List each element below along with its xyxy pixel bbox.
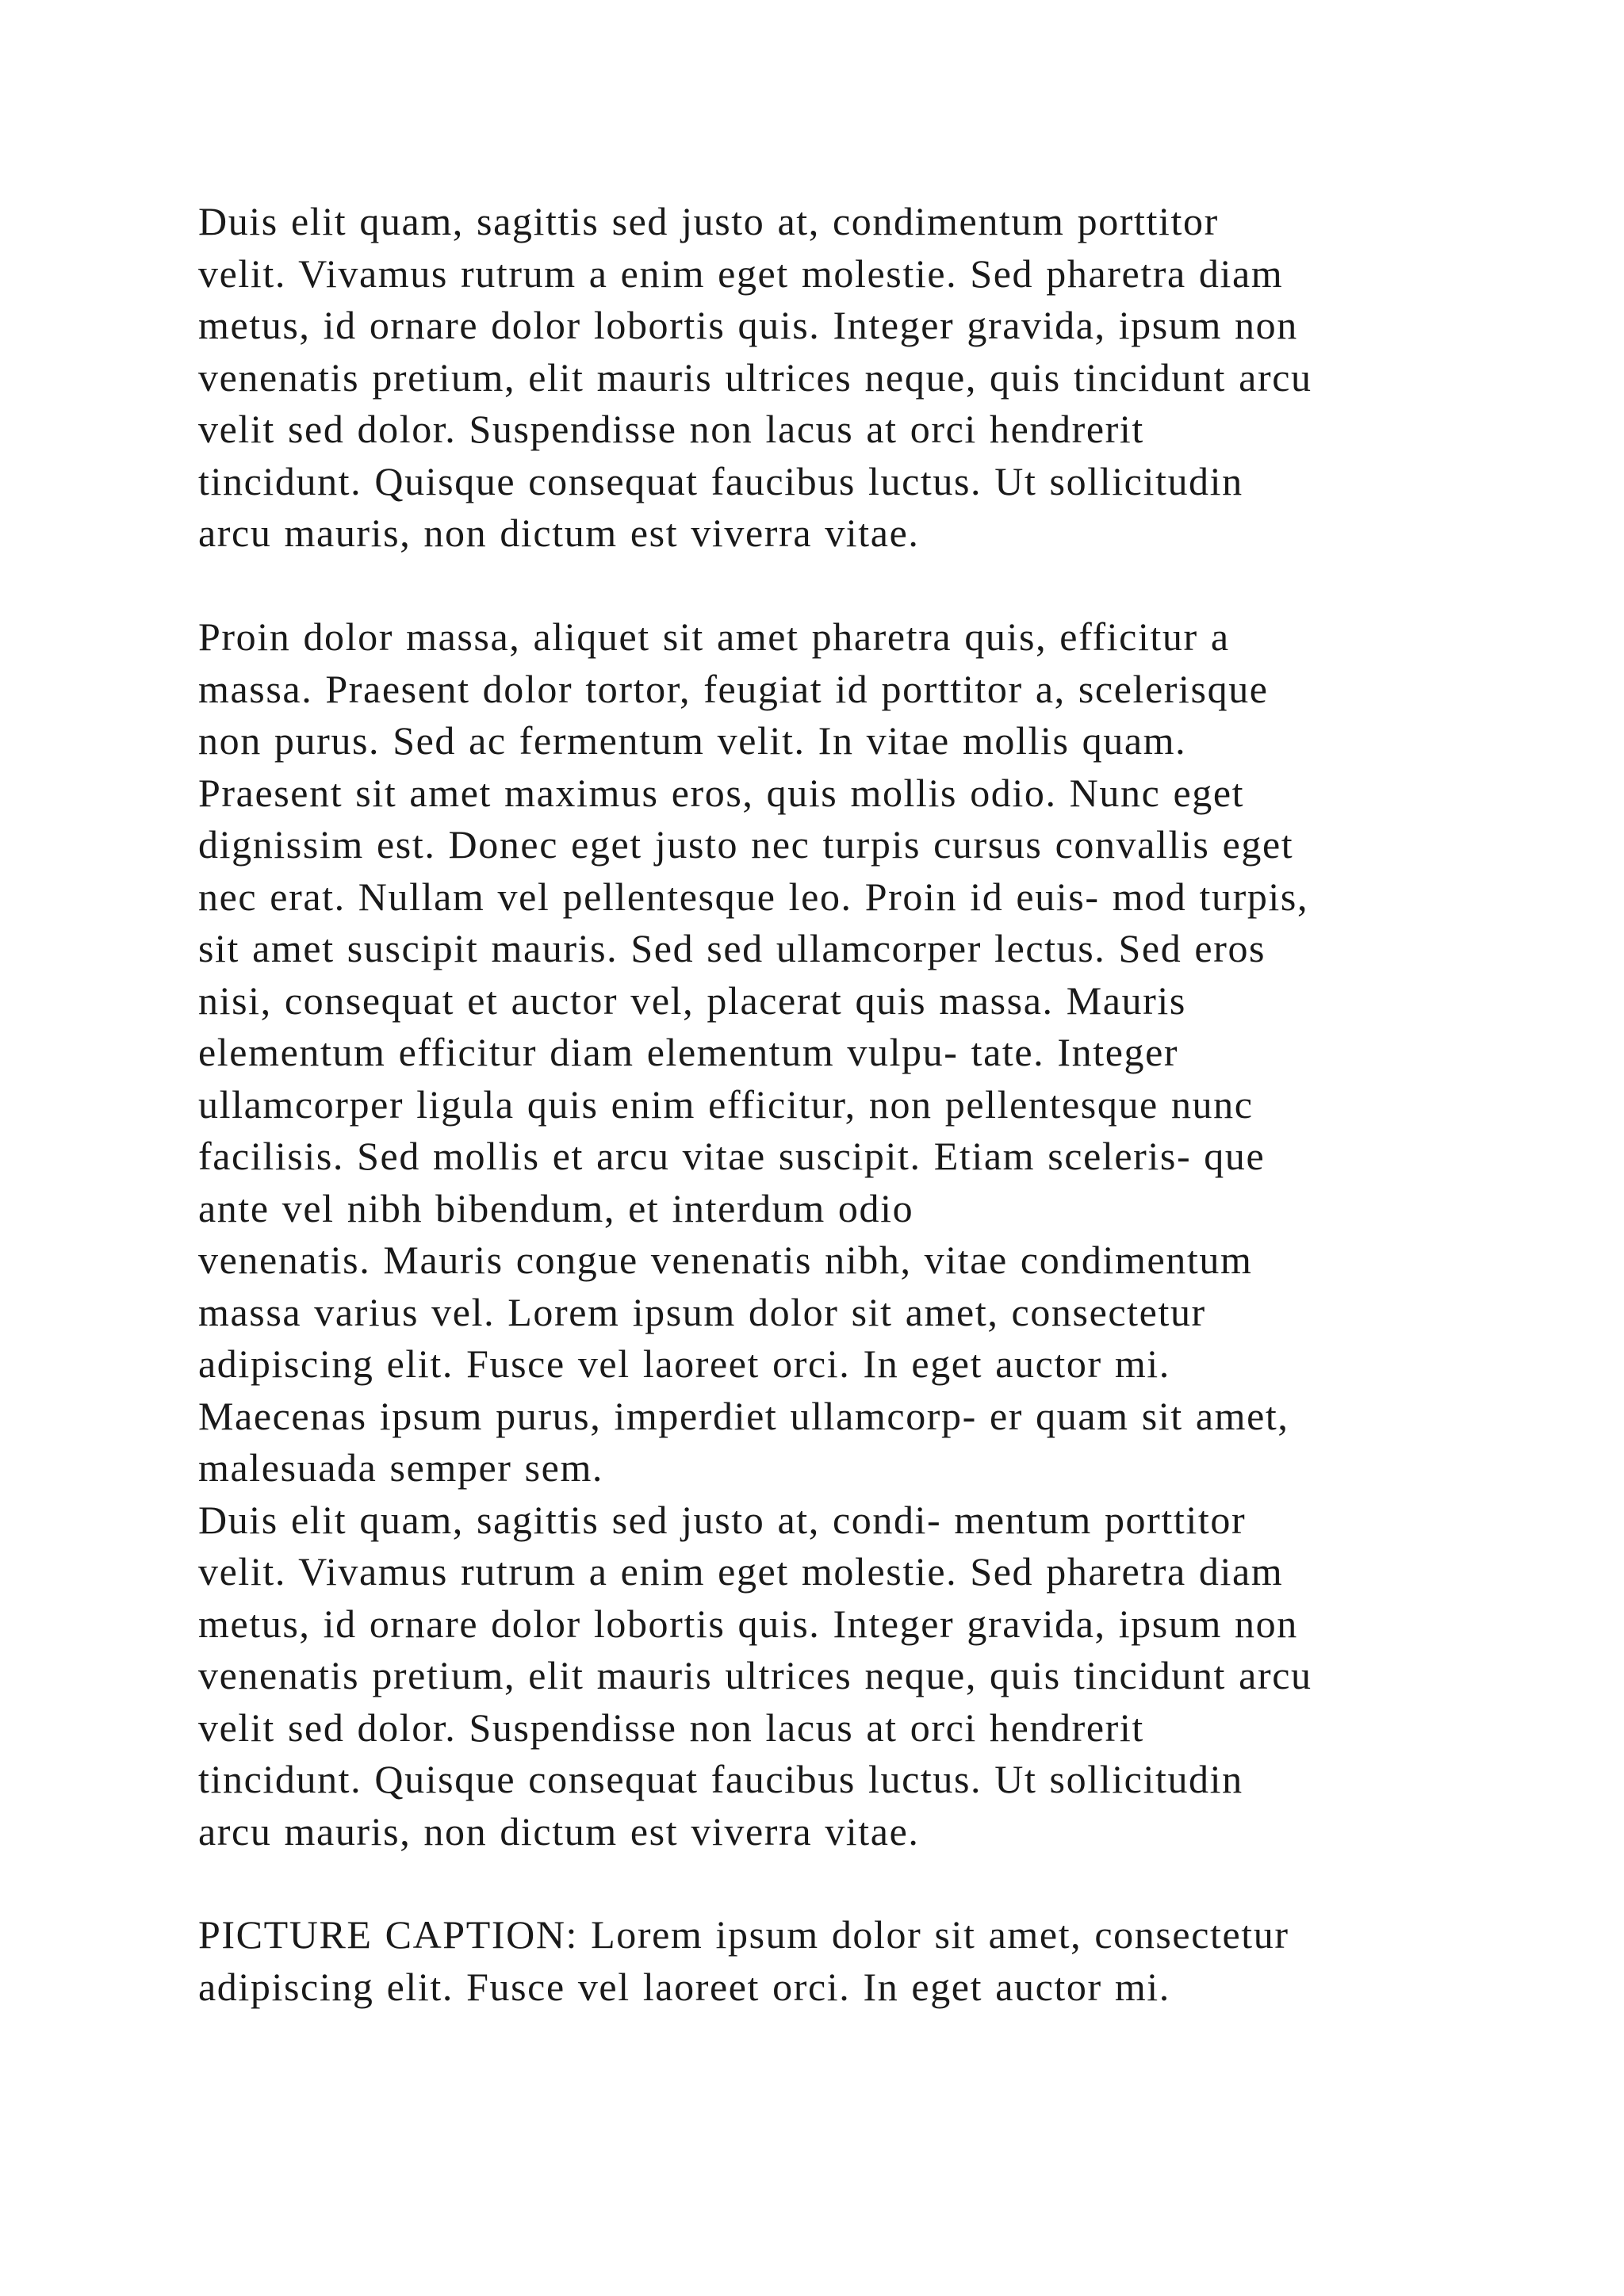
text-line: metus, id ornare dolor lobortis quis. Integer gravida, ipsum non bbox=[198, 1601, 1298, 1646]
text-line: arcu mauris, non dictum est viverra vitae. bbox=[198, 1808, 920, 1854]
text-line: dignissim est. Donec eget justo nec turpis cursus convallis eget bbox=[198, 822, 1294, 867]
text-line: velit. Vivamus rutrum a enim eget molestie. Sed pharetra diam bbox=[198, 251, 1284, 296]
text-line: velit sed dolor. Suspendisse non lacus at orci hendrerit bbox=[198, 1705, 1144, 1750]
text-line: elementum efficitur diam elementum vulpu- tate. Integer bbox=[198, 1030, 1179, 1074]
text-line: non purus. Sed ac fermentum velit. In vitae mollis quam. bbox=[198, 718, 1187, 763]
text-line: massa varius vel. Lorem ipsum dolor sit amet, consectetur bbox=[198, 1289, 1206, 1334]
text-line: ullamcorper ligula quis enim efficitur, non pellentesque nunc bbox=[198, 1081, 1254, 1127]
text-line: nec erat. Nullam vel pellentesque leo. Proin id euis- mod turpis, bbox=[198, 874, 1309, 919]
text-line: tincidunt. Quisque consequat faucibus luctus. Ut sollicitudin bbox=[198, 1757, 1243, 1801]
text-line: Praesent sit amet maximus eros, quis mollis odio. Nunc eget bbox=[198, 770, 1245, 815]
text-line: venenatis. Mauris congue venenatis nibh, vitae condimentum bbox=[198, 1238, 1253, 1282]
text-line: facilisis. Sed mollis et arcu vitae suscipit. Etiam sceleris- que bbox=[198, 1134, 1266, 1178]
text-line: venenatis pretium, elit mauris ultrices neque, quis tincidunt arcu bbox=[198, 354, 1312, 400]
text-line: Duis elit quam, sagittis sed justo at, condimentum porttitor bbox=[198, 199, 1219, 243]
caption-line: adipiscing elit. Fusce vel laoreet orci. In eget auctor mi. bbox=[198, 1964, 1170, 2009]
text-line: nisi, consequat et auctor vel, placerat quis massa. Mauris bbox=[198, 978, 1186, 1023]
text-line: velit. Vivamus rutrum a enim eget molestie. Sed pharetra diam bbox=[198, 1549, 1284, 1594]
text-line: venenatis pretium, elit mauris ultrices neque, quis tincidunt arcu bbox=[198, 1653, 1312, 1697]
caption-line: PICTURE CAPTION: Lorem ipsum dolor sit amet, consectetur bbox=[198, 1912, 1289, 1957]
text-line: metus, id ornare dolor lobortis quis. Integer gravida, ipsum non bbox=[198, 303, 1298, 347]
text-line: adipiscing elit. Fusce vel laoreet orci. In eget auctor mi. bbox=[198, 1341, 1170, 1386]
text-line: sit amet suscipit mauris. Sed sed ullamcorper lectus. Sed eros bbox=[198, 926, 1266, 970]
text-line: velit sed dolor. Suspendisse non lacus at orci hendrerit bbox=[198, 407, 1144, 451]
text-line: Duis elit quam, sagittis sed justo at, condi- mentum porttitor bbox=[198, 1497, 1247, 1542]
text-line: massa. Praesent dolor tortor, feugiat id porttitor a, scelerisque bbox=[198, 666, 1269, 711]
picture-caption bbox=[198, 1909, 1546, 2013]
text-line: ante vel nibh bibendum, et interdum odio bbox=[198, 1185, 914, 1230]
paragraph-1 bbox=[198, 196, 1546, 560]
text-line: Maecenas ipsum purus, imperdiet ullamcorp- er quam sit amet, bbox=[198, 1393, 1289, 1438]
text-line: Proin dolor massa, aliquet sit amet pharetra quis, efficitur a bbox=[198, 614, 1230, 659]
paragraph-2 bbox=[198, 611, 1546, 1858]
text-line: malesuada semper sem. bbox=[198, 1445, 604, 1490]
text-line: tincidunt. Quisque consequat faucibus luctus. Ut sollicitudin bbox=[198, 458, 1243, 503]
text-line: arcu mauris, non dictum est viverra vitae. bbox=[198, 511, 920, 555]
